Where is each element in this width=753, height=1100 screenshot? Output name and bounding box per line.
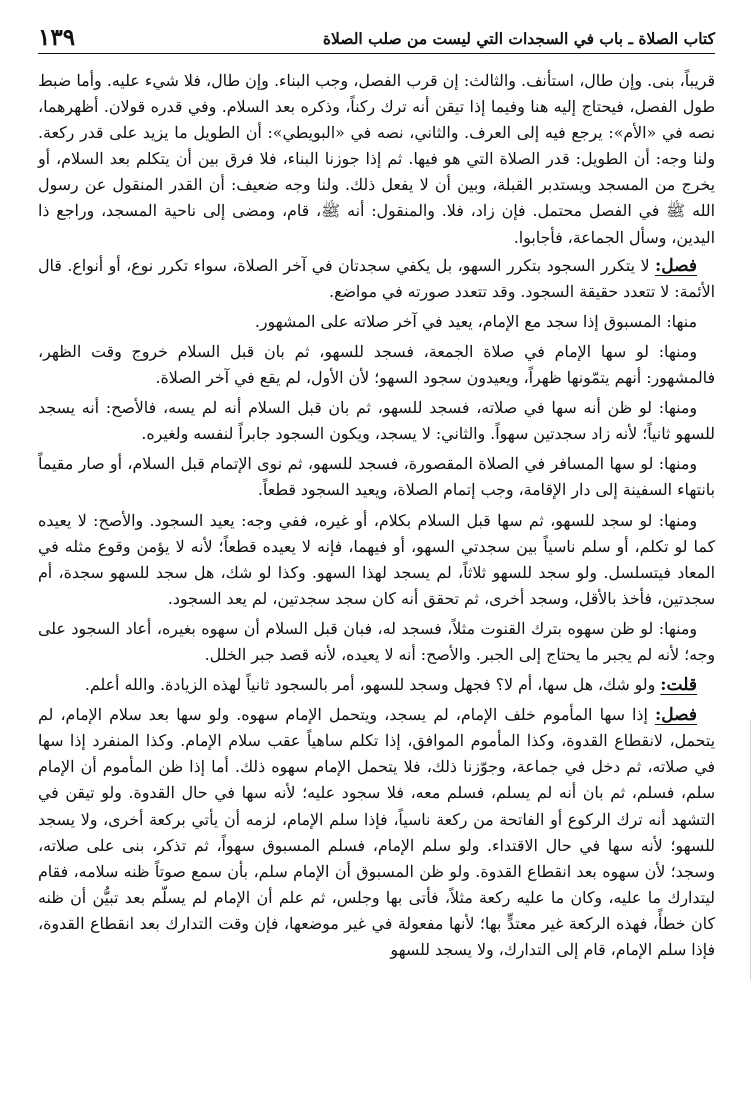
paragraph-text: إذا سها المأموم خلف الإمام، لم يسجد، ويتحمل الإمام سهوه. ولو سها بعد سلام الإمام، لم يتحمل، لانقطاع القدوة، وكذا المأموم الموافق، إذا تكلم ساهياً عقب سلام الإمام. وكذا المنفرد إذا سها في صلاته، ثم دخل في جماعة، وجوّزنا ذلك، فلا يتحمل الإمام سهوه ذلك. أما إذا ظن المأموم أن الإمام سلم، فسلم، ثم بان أنه لم يسلم، فسلم معه، فلا سجود عليه؛ لأنه سها في حال القدوة. ولو تيقن في التشهد أنه ترك الركوع أو الفاتحة من ركعة ناسياً، فإذا سلم الإمام، لزمه أن يأتي بركعة أخرى، ولا يسجد للسهو؛ لأنه سها في حال الاقتداء. ولو سلم الإمام، فسلم المسبوق سهواً، ثم تذكر، بنى على صلاته، وسجد؛ لأن سهوه بعد انقطاع القدوة. ولو ظن المسبوق أن الإمام سلم، بأن سمع صوتاً ظنه سلامه، فقام ليتدارك ما عليه، وكان ما عليه ركعة مثلاً، فأتى بها وجلس، ثم علم أن الإمام لم يسلّم بعد تبيُّن أن ظنه كان خطأً، فهذه الركعة غير معتدٍّ بها؛ لأنها مفعولة في غير موضعها، فإن وقت التدارك بعد انقطاع القدوة، فإذا سلم الإمام، قام إلى التدارك، ولا يسجد للسهو — [38, 705, 715, 959]
section-lead: قلت: — [660, 675, 697, 696]
page-number: ١٣٩ — [38, 24, 76, 51]
paragraph — [38, 253, 715, 305]
paragraph — [38, 68, 715, 251]
section-lead: فصل: — [654, 705, 697, 726]
page-header — [38, 26, 715, 54]
paragraph-text: ولو شك، هل سها، أم لا؟ فجهل وسجد للسهو، أمر بالسجود ثانياً لهذه الزيادة. والله أعلم. — [84, 675, 656, 695]
paragraph — [38, 702, 715, 963]
paragraph-text: ومنها: لو ظن أنه سها في صلاته، فسجد للسهو، ثم بان قبل السلام أنه لم يسه، فالأصح: أنه يسجد للسهو ثانياً؛ لأنه زاد سجدتين سهواً. والثاني: لا يسجد، ويكون السجود جابراً لنفسه ولغيره. — [38, 398, 715, 444]
paragraph — [38, 508, 715, 612]
paragraph-text: منها: المسبوق إذا سجد مع الإمام، يعيد في آخر صلاته على المشهور. — [254, 311, 697, 331]
paragraph — [38, 309, 715, 335]
page-body — [38, 68, 715, 963]
paragraph — [38, 451, 715, 503]
paragraph-text: قريباً، بنى. وإن طال، استأنف. والثالث: إن قرب الفصل، وجب البناء. وإن طال، فلا شيء عليه. وأما ضبط طول الفصل، فيحتاج إليه هنا وفيما إذا تيقن أنه ترك ركناً، وذكره بعد السلام. وفي قدره قولان. أظهرهما، نصه في «الأم»: يرجع فيه إلى العرف. والثاني، نصه في «البويطي»: أن الطويل ما يزيد على قدر ركعة. ولنا وجه: أن الطويل: قدر الصلاة التي هو فيها. ثم إذا جوزنا البناء، فلا فرق بين أن يتكلم بعد السلام، أو يخرج من المسجد ويستدبر القبلة، وبين أن لا يفعل ذلك. ولنا وجه ضعيف: أن القدر المنقول عن رسول الله ﷺ في الفصل محتمل. فإن زاد، فلا. والمنقول: أنه ﷺ، قام، ومضى إلى ناحية المسجد، وراجع ذا اليدين، وسأل الجماعة، فأجابوا. — [38, 71, 716, 247]
paragraph — [38, 616, 715, 668]
paragraph-text: ومنها: لو ظن سهوه بترك القنوت مثلاً، فسجد له، فبان قبل السلام أن سهوه بغيره، أعاد السجود على وجه؛ لأنه لم يجبر ما يحتاج إلى الجبر. والأصح: أنه لا يعيده، لأنه قصد جبر الخلل. — [38, 618, 715, 664]
paragraph — [38, 395, 715, 447]
section-lead: فصل: — [654, 255, 697, 276]
paragraph — [38, 339, 715, 391]
running-title: كتاب الصلاة ـ باب في السجدات التي ليست من صلب الصلاة — [322, 29, 715, 49]
scan-edge-line — [750, 720, 751, 980]
paragraph-text: ومنها: لو سجد للسهو، ثم سها قبل السلام بكلام، أو غيره، ففي وجه: يعيد السجود. والأصح: لا يعيده كما لو تكلم، أو سلم ناسياً بين سجدتي السهو، أو فيهما، فإنه لا يعيده قطعاً؛ لأنه لا يؤمن وقوع مثله في المعاد فيتسلسل. ولو سجد للسهو ثلاثاً، لم يسجد لهذا السهو. وكذا لو شك، هل سجد للسهو سجدة، أم سجدتين، فأخذ بالأقل، وسجد أخرى، ثم تحقق أنه كان سجد سجدتين، لم يعد السجود. — [38, 510, 715, 608]
paragraph-text: ومنها: لو سها الإمام في صلاة الجمعة، فسجد للسهو، ثم بان قبل السلام خروج وقت الظهر، فالمشهور: أنهم يتمّونها ظهراً، ويعيدون سجود السهو؛ لأن الأول، لم يقع في آخر الصلاة. — [38, 341, 715, 388]
paragraph-text: لا يتكرر السجود بتكرر السهو، بل يكفي سجدتان في آخر الصلاة، سواء تكرر نوع، أو أنواع. قال الأئمة: لا تتعدد حقيقة السجود. وقد تتعدد صورته في مواضع. — [38, 255, 715, 301]
paragraph — [38, 672, 715, 698]
paragraph-text: ومنها: لو سها المسافر في الصلاة المقصورة، فسجد للسهو، ثم نوى الإتمام قبل السلام، أو صار مقيماً بانتهاء السفينة إلى دار الإقامة، وجب إتمام الصلاة، ويعيد السجود قطعاً. — [38, 454, 715, 500]
